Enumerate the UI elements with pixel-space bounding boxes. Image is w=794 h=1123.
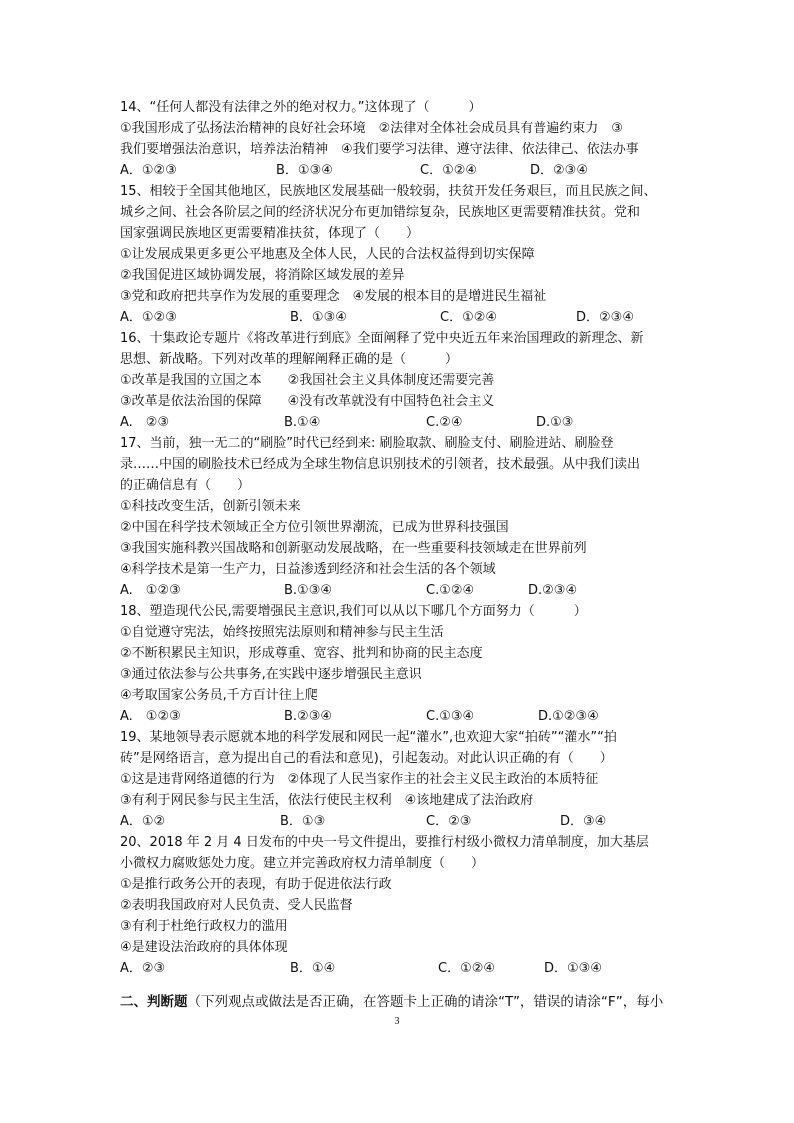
section-heading [120, 991, 690, 1013]
option-d: D．②③④ [530, 163, 588, 178]
question-15-item: ②我国促进区域协调发展，将消除区域发展的差异 [120, 268, 405, 283]
option-a: A. ①②③ [120, 583, 181, 598]
question-15-stem: 国家强调民族地区更需要精准扶贫，体现了（ ） [120, 226, 420, 241]
question-18-item: ④考取国家公务员,千方百计往上爬 [120, 688, 318, 703]
section-title: 二、判断题 [120, 994, 188, 1010]
question-20-item: ③有利于杜绝行政权力的滥用 [120, 919, 288, 934]
option-b: B．①④ [290, 961, 336, 976]
question-20-stem: 小微权力腐败惩处力度。建立并完善政府权力清单制度（ ） [120, 856, 485, 871]
question-14-item: 我们要增强法治意识，培养法治精神 ④我们要学习法律、遵守法律、依法律己、依法办事 [120, 142, 639, 157]
option-c: C.①③④ [426, 709, 475, 724]
option-d: D．②③④ [576, 310, 634, 325]
option-b: B．①③ [280, 814, 326, 829]
question-16-stem: 16、十集政论专题片《将改革进行到底》全面阐释了党中央近五年来治国理政的新理念、新 [120, 331, 644, 346]
question-15-item: ③党和政府把共享作为发展的重要理念 ④发展的根本目的是增进民生福祉 [120, 289, 547, 304]
question-17-item: ②中国在科学技术领域正全方位引领世界潮流，已成为世界科技强国 [120, 520, 509, 535]
question-20-item: ②表明我国政府对人民负责、受人民监督 [120, 898, 353, 913]
question-16-item: ①改革是我国的立国之本 ②我国社会主义具体制度还需要完善 [120, 373, 495, 388]
option-a: A．①② [120, 814, 166, 829]
question-15-stem: 15、相较于全国其他地区，民族地区发展基础一般较弱，扶贫开发任务艰巨，而且民族之间、 [120, 184, 657, 199]
option-d: D．①③④ [544, 961, 602, 976]
question-19-item: ①这是违背网络道德的行为 ②体现了人民当家作主的社会主义民主政治的本质特征 [120, 772, 599, 787]
question-18-item: ③通过依法参与公共事务,在实践中逐步增强民主意识 [120, 667, 422, 682]
option-d: D．③④ [560, 814, 607, 829]
question-19-stem: 砖”是网络语言，意为提出自己的看法和意见)，引起轰动。对此认识正确的有（ ） [120, 751, 613, 766]
option-c: C．①②④ [420, 163, 478, 178]
question-20-options [120, 958, 690, 979]
question-15-stem: 城乡之间、社会各阶层之间的经济状况分布更加错综复杂，民族地区更需要精准扶贫。党和 [120, 205, 641, 220]
question-14-stem: 14、“任何人都没有法律之外的绝对权力。”这体现了（ ） [120, 100, 482, 115]
question-16-item: ③改革是依法治国的保障 ④没有改革就没有中国特色社会主义 [120, 394, 495, 409]
question-17-item: ①科技改变生活，创新引领未来 [120, 499, 301, 514]
question-20-item: ④是建设法治政府的具体体现 [120, 940, 288, 955]
question-16-stem: 思想、新战略。下列对改革的理解阐释正确的是（ ） [120, 352, 459, 367]
question-17-item: ③我国实施科教兴国战略和创新驱动发展战略，在一些重要科技领域走在世界前列 [120, 541, 587, 556]
option-d: D.②③④ [528, 583, 578, 598]
option-a: A. ①②③ [120, 709, 181, 724]
section-description: （下列观点或做法是否正确，在答题卡上正确的请涂“T”，错误的请涂“F”，每小 [187, 994, 664, 1010]
question-20-stem: 20、2018 年 2 月 4 日发布的中央一号文件提出，要推行村级小微权力清单制度，加大基层 [120, 835, 649, 850]
question-15-options [120, 307, 690, 328]
question-14-options [120, 160, 690, 181]
question-17-options [120, 580, 690, 601]
question-16-options [120, 412, 690, 433]
option-a: A．①②③ [120, 310, 177, 325]
question-20-item: ①是推行政务公开的表现，有助于促进依法行政 [120, 877, 392, 892]
option-b: B.①③④ [284, 583, 333, 598]
option-c: C.②④ [426, 415, 463, 430]
question-18-item: ①自觉遵守宪法，始终按照宪法原则和精神参与民主生活 [120, 625, 444, 640]
question-17-stem: 的正确信息有（ ） [120, 478, 251, 493]
option-c: C．①②④ [440, 310, 498, 325]
option-c: C．①②④ [438, 961, 496, 976]
question-18-options [120, 706, 690, 727]
question-17-stem: 录……中国的刷脸技术已经成为全球生物信息识别技术的引领者，技术最强。从中我们读出 [120, 457, 641, 472]
question-18-item: ②不断积累民主知识，形成尊重、宽容、批判和协商的民主态度 [120, 646, 483, 661]
question-15-item: ①让发展成果更多更公平地惠及全体人民，人民的合法权益得到切实保障 [120, 247, 535, 262]
option-b: B.①④ [284, 415, 321, 430]
option-a: A．①②③ [120, 163, 177, 178]
question-17-item: ④科学技术是第一生产力，日益渗透到经济和社会生活的各个领域 [120, 562, 496, 577]
question-18-stem: 18、塑造现代公民,需要增强民主意识,我们可以从以下哪几个方面努力（ ） [120, 604, 587, 619]
option-c: C.①②④ [426, 583, 475, 598]
option-b: B．①③④ [276, 163, 333, 178]
option-d: D.①③ [536, 415, 574, 430]
option-b: B．①③④ [290, 310, 347, 325]
option-a: A. ②③ [120, 415, 170, 430]
option-b: B.②③④ [284, 709, 333, 724]
question-14-item: ①我国形成了弘扬法治精神的良好社会环境 ②法律对全体社会成员具有普遍约束力 ③ [120, 121, 623, 136]
page-number: 3 [394, 1016, 400, 1027]
question-19-item: ③有利于网民参与民主生活，依法行使民主权利 ④该地建成了法治政府 [120, 793, 534, 808]
option-d: D.①②③④ [538, 709, 599, 724]
question-19-stem: 19、某地领导表示愿就本地的科学发展和网民一起“灌水”,也欢迎大家“拍砖”“灌水”“拍 [120, 730, 617, 745]
question-17-stem: 17、当前，独一无二的“刷脸”时代已经到来: 刷脸取款、刷脸支付、刷脸进站、刷脸登 [120, 436, 614, 451]
option-c: C．②③ [426, 814, 472, 829]
option-a: A．②③ [120, 961, 166, 976]
question-19-options [120, 811, 690, 832]
